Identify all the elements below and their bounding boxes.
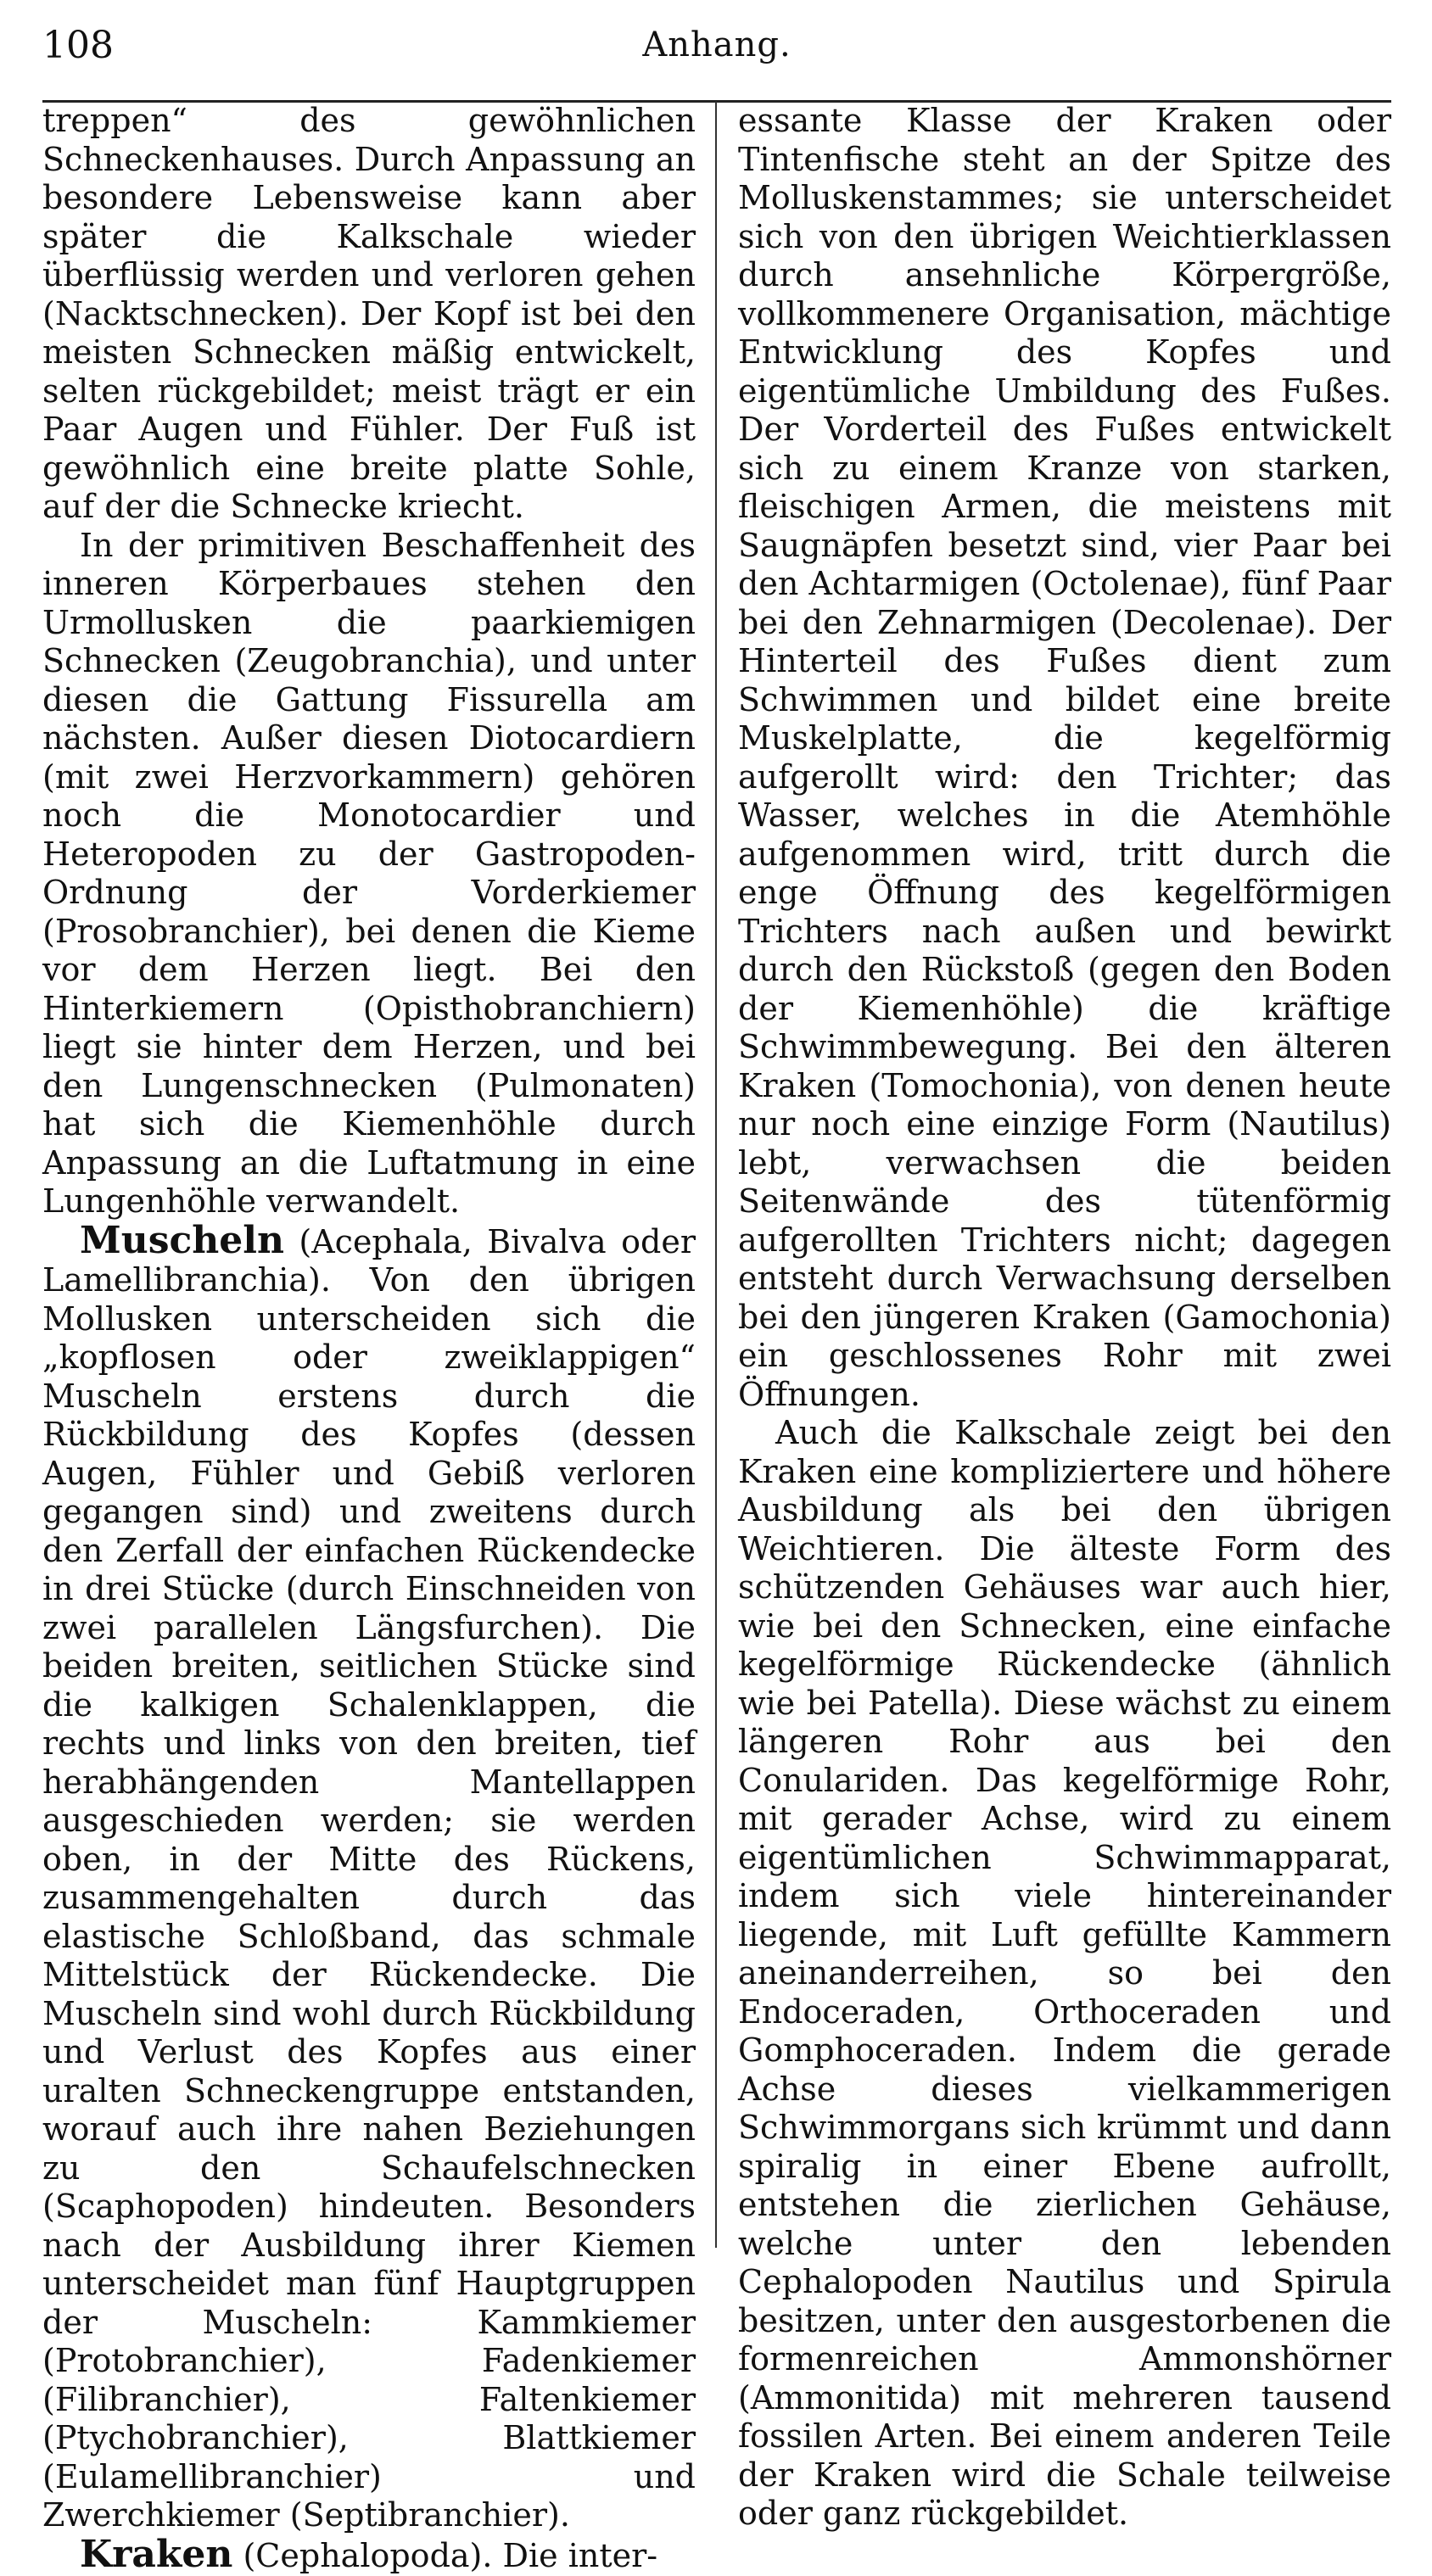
text-columns: [42, 102, 1391, 2576]
paragraph-calcareous-shell: Auch die Kalkschale zeigt bei den Kraken eine kompliziertere und höhere Ausbildung als bei den übrigen Weichtieren. Die älteste Form des schützenden Gehäuses war auch hier, wie bei den Schnecken, eine einfache kegelförmige Rückendecke (ähnlich wie bei Patella). Diese wächst zu einem längeren Rohr aus bei den Conulariden. Das kegelförmige Rohr, mit gerader Achse, wird zu einem eigentümlichen Schwimmapparat, indem sich viele hintereinander liegende, mit Luft gefüllte Kammern aneinanderreihen, so bei den Endoceraden, Orthoceraden und Gomphoceraden. Indem die gerade Achse dieses vielkammerigen Schwimmorgans sich krümmt und dann spiralig in einer Ebene aufrollt, entstehen die zierlichen Gehäuse, welche unter den lebenden Cephalopoden Nautilus und Spirula besitzen, unter den ausgestorbenen die formenreichen Ammonshörner (Ammonitida) mit mehreren tausend fossilen Arten. Bei einem anderen Teile der Kraken wird die Schale teilweise oder ganz rückgebildet.: [738, 1414, 1391, 2532]
paragraph-kraken: [42, 2532, 696, 2576]
page-header: [42, 15, 1391, 103]
paragraph-primitive-molluscs: In der primitiven Beschaffenheit des inneren Körperbaues stehen den Urmollusken die paarkiemigen Schnecken (Zeugobranchia), und unter diesen die Gattung Fissurella am nächsten. Außer diesen Diotocardiern (mit zwei Herzvorkammern) gehören noch die Monotocardier und Heteropoden zu der Gastropoden-Ordnung der Vorderkiemer (Prosobranchier), bei denen die Kieme vor dem Herzen liegt. Bei den Hinterkiemern (Opisthobranchiern) liegt sie hinter dem Herzen, und bei den Lungenschnecken (Pulmonaten) hat sich die Kiemenhöhle durch Anpassung an die Luftatmung in eine Lungenhöhle verwandelt.: [42, 526, 696, 1220]
paragraph-muscheln: [42, 1218, 696, 2535]
left-column: [42, 102, 696, 2576]
running-head: Anhang.: [642, 25, 792, 64]
paragraph-cephalopods: essante Klasse der Kraken oder Tintenfische steht an der Spitze des Molluskenstammes; sie unterscheidet sich von den übrigen Weichtierklassen durch ansehnliche Körpergröße, vollkommenere Organisation, mächtige Entwicklung des Kopfes und eigentümliche Umbildung des Fußes. Der Vorderteil des Fußes entwickelt sich zu einem Kranze von starken, fleischigen Armen, die meistens mit Saugnäpfen besetzt sind, vier Paar bei den Achtarmigen (Octolenae), fünf Paar bei den Zehnarmigen (Decolenae). Der Hinterteil des Fußes dient zum Schwimmen und bildet eine breite Muskelplatte, die kegelförmig aufgerollt wird: den Trichter; das Wasser, welches in die Atemhöhle aufgenommen wird, tritt durch die enge Öffnung des kegelförmigen Trichters nach außen und bewirkt durch den Rückstoß (gegen den Boden der Kiemenhöhle) die kräftige Schwimmbewegung. Bei den älteren Kraken (Tomochonia), von denen heute nur noch eine einzige Form (Nautilus) lebt, verwachsen die beiden Seitenwände des tütenförmig aufgerollten Trichters nicht; dagegen entsteht durch Verwachsung derselben bei den jüngeren Kraken (Gamochonia) ein geschlossenes Rohr mit zwei Öffnungen.: [738, 102, 1391, 1413]
term-muscheln: Muscheln: [80, 1218, 284, 1262]
term-kraken: Kraken: [80, 2532, 233, 2576]
column-divider: [715, 102, 717, 2248]
right-column: [738, 102, 1391, 2532]
paragraph-kraken-text: (Cephalopoda). Die inter-: [232, 2536, 658, 2574]
page-number: 108: [42, 24, 114, 67]
paragraph-snail-shell: treppen“ des gewöhnlichen Schneckenhauses. Durch Anpassung an besondere Lebensweise kann aber später die Kalkschale wieder überflüssig werden und verloren gehen (Nacktschnecken). Der Kopf ist bei den meisten Schnecken mäßig entwickelt, selten rückgebildet; meist trägt er ein Paar Augen und Fühler. Der Fuß ist gewöhnlich eine breite platte Sohle, auf der die Schnecke kriecht.: [42, 102, 696, 525]
paragraph-muscheln-text: (Acephala, Bivalva oder Lamellibranchia). Von den übrigen Mollusken unterscheiden sich die „kopflosen oder zweiklappigen“ Muscheln erstens durch die Rückbildung des Kopfes (dessen Augen, Fühler und Gebiß verloren gegangen sind) und zweitens durch den Zerfall der einfachen Rückendecke in drei Stücke (durch Einschneiden von zwei parallelen Längsfurchen). Die beiden breiten, seitlichen Stücke sind die kalkigen Schalenklappen, die rechts und links von den breiten, tief herabhängenden Mantellappen ausgeschieden werden; sie werden oben, in der Mitte des Rückens, zusammengehalten durch das elastische Schloßband, das schmale Mittelstück der Rückendecke. Die Muscheln sind wohl durch Rückbildung und Verlust des Kopfes aus einer uralten Schneckengruppe entstanden, worauf auch ihre nahen Beziehungen zu den Schaufelschnecken (Scaphopoden) hindeuten. Besonders nach der Ausbildung ihrer Kiemen unterscheidet man fünf Hauptgruppen der Muscheln: Kammkiemer (Protobranchier), Fadenkiemer (Filibranchier), Faltenkiemer (Ptychobranchier), Blattkiemer (Eulamellibranchier) und Zwerchkiemer (Septibranchier).: [42, 1222, 696, 2534]
